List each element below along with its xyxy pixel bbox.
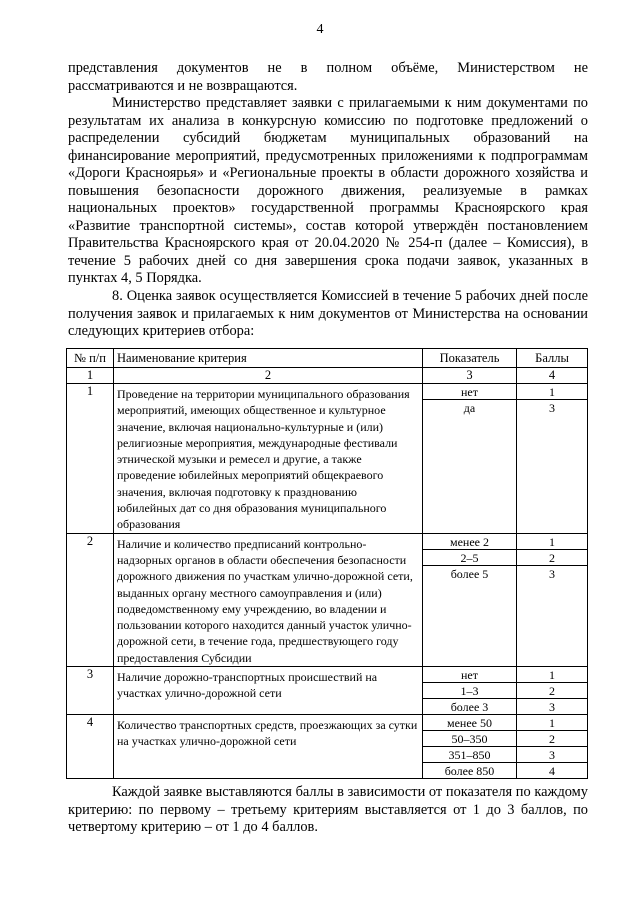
points-value: 3 (549, 700, 555, 715)
points-value: 3 (549, 566, 555, 581)
page-number: 4 (316, 22, 324, 37)
paragraph-intro-continuation: представления документов не в полном объёме, Министерством не рассматриваются и не возвращаются. (68, 60, 588, 94)
criterion-indicators (423, 715, 517, 779)
column-number: 4 (517, 368, 588, 384)
points-value: 2 (517, 683, 587, 699)
criterion-name: Проведение на территории муниципального образования мероприятий, имеющих общественное и культурное значение, включая национально-культурные и (или) религиозные мероприятия, международные фестивали этнической музыки и ремесел и другие, а также проведение юбилейных мероприятий общекраевого значения, включая подготовку к празднованию юбилейных дат со дня образования муниципального образования (114, 384, 423, 534)
indicator-value: более 850 (444, 764, 495, 779)
points-value: 1 (517, 534, 587, 550)
criterion-number: 4 (67, 715, 114, 779)
header-points: Баллы (517, 349, 588, 368)
indicator-value: 351–850 (423, 747, 516, 763)
criterion-points (517, 715, 588, 779)
column-number: 3 (423, 368, 517, 384)
paragraph-scoring-rules: Каждой заявке выставляются баллы в зависимости от показателя по каждому критерию: по первому – третьему критериям выставляется от 1 до 3 баллов, по четвертому критерию – от 1 до 4 баллов. (68, 784, 588, 835)
table-row (67, 667, 588, 715)
header-criterion-name: Наименование критерия (114, 349, 423, 368)
paragraph-evaluation-criteria-intro: 8. Оценка заявок осуществляется Комиссией в течение 5 рабочих дней после получения заявок и прилагаемых к ним документов от Министерства на основании следующих критериев отбора: (68, 288, 588, 339)
criterion-number: 1 (67, 384, 114, 534)
indicator-value: нет (423, 384, 516, 400)
criterion-indicators (423, 384, 517, 534)
table-header-row (67, 349, 588, 368)
indicator-value: да (463, 401, 476, 415)
table-row (67, 533, 588, 666)
indicator-value: 1–3 (423, 683, 516, 699)
indicator-value: 50–350 (423, 731, 516, 747)
criterion-name: Наличие и количество предписаний контрольно-надзорных органов в области обеспечения безопасности дорожного движения по участкам улично-дорожной сети, выданных органу местного самоуправления и (или) подведомственному ему учреждению, во владении и пользовании которого находится данный участок улично-дорожной сети, в течение года, предшествующего году предоставления Субсидии (114, 533, 423, 666)
criterion-number: 2 (67, 533, 114, 666)
column-number: 2 (114, 368, 423, 384)
criterion-name: Наличие дорожно-транспортных происшествий на участках улично-дорожной сети (114, 667, 423, 715)
indicator-value: более 5 (450, 566, 489, 581)
points-value: 3 (517, 747, 587, 763)
criterion-number: 3 (67, 667, 114, 715)
points-value: 4 (549, 764, 555, 779)
column-number: 1 (67, 368, 114, 384)
header-indicator: Показатель (423, 349, 517, 368)
indicator-value: более 3 (450, 700, 489, 715)
indicator-value: 2–5 (423, 550, 516, 566)
indicator-value: менее 50 (423, 715, 516, 731)
column-number-row (67, 368, 588, 384)
criterion-indicators (423, 667, 517, 715)
criterion-points (517, 533, 588, 666)
criterion-points (517, 384, 588, 534)
indicator-value: менее 2 (423, 534, 516, 550)
table-row (67, 715, 588, 779)
criteria-table (66, 348, 588, 779)
points-value: 2 (517, 731, 587, 747)
points-value: 1 (517, 715, 587, 731)
paragraph-ministry-submission: Министерство представляет заявки с прилагаемыми к ним документами по результатам их анализа в конкурсную комиссию по подготовке предложений о распределении субсидий бюджетам муниципальных образований на финансирование мероприятий, предусмотренных приложениями к подпрограммам «Дороги Красноярья» и «Региональные проекты в области дорожного хозяйства и повышения безопасности дорожного движения, реализуемые в рамках национальных проектов» государственной программы Красноярского края «Развитие транспортной системы», состав которой утверждён постановлением Правительства Красноярского края от 20.04.2020 № 254-п (далее – Комиссия), в течение 5 рабочих дней со дня завершения срока подачи заявок, указанных в пунктах 4, 5 Порядка. (68, 95, 588, 286)
criterion-indicators (423, 533, 517, 666)
criterion-points (517, 667, 588, 715)
indicator-value: нет (423, 667, 516, 683)
points-value: 2 (517, 550, 587, 566)
table-row (67, 384, 588, 534)
criterion-name: Количество транспортных средств, проезжающих за сутки на участках улично-дорожной сети (114, 715, 423, 779)
points-value: 1 (517, 667, 587, 683)
points-value: 1 (517, 384, 587, 400)
header-num: № п/п (67, 349, 114, 368)
points-value: 3 (549, 401, 555, 415)
